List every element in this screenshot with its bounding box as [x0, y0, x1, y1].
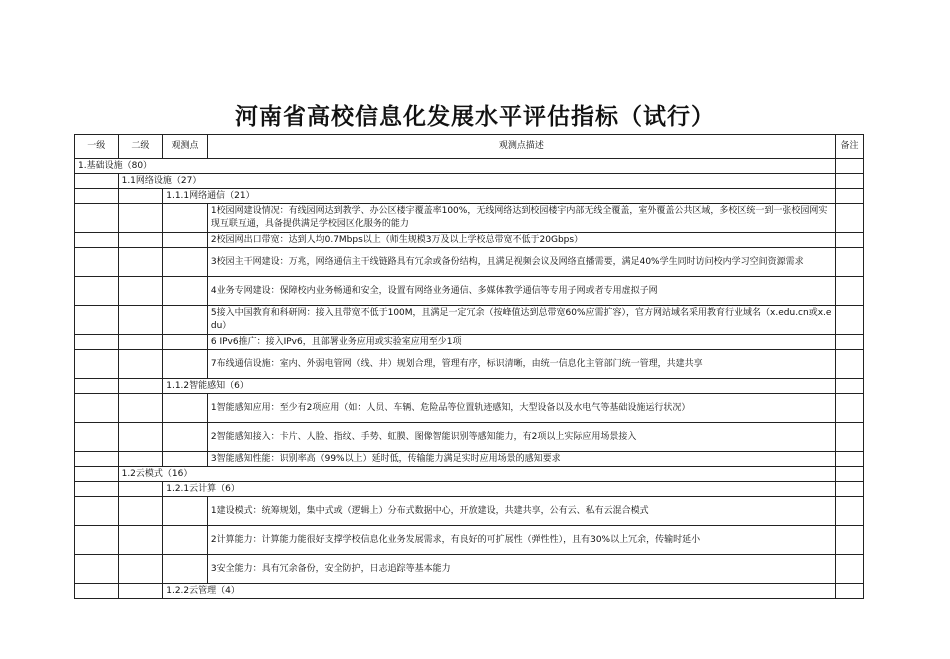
empty-cell: [75, 497, 119, 526]
note-cell: [835, 526, 863, 555]
table-row: [75, 174, 864, 189]
empty-cell: [75, 467, 119, 482]
observation-description: 4业务专网建设：保障校内业务畅通和安全，设置有网络业务通信、多媒体教学通信等专用子网或者专用虚拟子网: [207, 277, 835, 306]
note-cell: [835, 482, 863, 497]
table-row: [75, 379, 864, 394]
observation-description: 5接入中国教育和科研网：接入且带宽不低于100M，且满足一定冗余（按峰值达到总带宽60%应需扩容），官方网站域名采用教育行业域名（x.edu.cn或x.edu）: [207, 306, 835, 335]
empty-cell: [118, 394, 163, 423]
note-cell: [835, 204, 863, 233]
empty-cell: [75, 555, 119, 584]
empty-cell: [163, 248, 208, 277]
note-cell: [835, 584, 863, 599]
empty-cell: [75, 335, 119, 350]
note-cell: [835, 159, 863, 174]
note-cell: [835, 306, 863, 335]
empty-cell: [75, 379, 119, 394]
empty-cell: [118, 482, 163, 497]
table-row: [75, 335, 864, 350]
note-cell: [835, 379, 863, 394]
header-note: 备注: [835, 135, 863, 159]
empty-cell: [118, 248, 163, 277]
observation-description: 2校园网出口带宽：达到人均0.7Mbps以上（师生规模3万及以上学校总带宽不低于20Gbps）: [207, 233, 835, 248]
note-cell: [835, 394, 863, 423]
observation-description: 1建设模式：统筹规划，集中式或（逻辑上）分布式数据中心，开放建设，共建共享，公有云、私有云混合模式: [207, 497, 835, 526]
observation-description: 3安全能力：具有冗余备份，安全防护，日志追踪等基本能力: [207, 555, 835, 584]
empty-cell: [75, 526, 119, 555]
section-level3-label: 1.1.2智能感知（6）: [163, 379, 836, 394]
observation-description: 2计算能力：计算能力能很好支撑学校信息化业务发展需求，有良好的可扩展性（弹性性），且有30%以上冗余，传输时延小: [207, 526, 835, 555]
note-cell: [835, 555, 863, 584]
empty-cell: [163, 452, 208, 467]
section-level1-label: 1.基础设施（80）: [75, 159, 836, 174]
section-level3-label: 1.2.2云管理（4）: [163, 584, 836, 599]
note-cell: [835, 233, 863, 248]
evaluation-index-table: [74, 134, 864, 599]
header-observation-description: 观测点描述: [207, 135, 835, 159]
note-cell: [835, 467, 863, 482]
empty-cell: [163, 526, 208, 555]
empty-cell: [163, 204, 208, 233]
note-cell: [835, 497, 863, 526]
empty-cell: [118, 584, 163, 599]
header-level2: 二级: [118, 135, 163, 159]
empty-cell: [75, 482, 119, 497]
empty-cell: [118, 350, 163, 379]
table-row: [75, 277, 864, 306]
empty-cell: [75, 248, 119, 277]
note-cell: [835, 452, 863, 467]
table-row: [75, 497, 864, 526]
note-cell: [835, 277, 863, 306]
empty-cell: [75, 350, 119, 379]
section-level3-label: 1.2.1云计算（6）: [163, 482, 836, 497]
empty-cell: [75, 204, 119, 233]
table-row: [75, 452, 864, 467]
table-row: [75, 159, 864, 174]
table-row: [75, 526, 864, 555]
empty-cell: [163, 423, 208, 452]
observation-description: 2智能感知接入：卡片、人脸、指纹、手势、虹膜、图像智能识别等感知能力，有2项以上实际应用场景接入: [207, 423, 835, 452]
note-cell: [835, 350, 863, 379]
table-row: [75, 350, 864, 379]
note-cell: [835, 174, 863, 189]
empty-cell: [75, 584, 119, 599]
note-cell: [835, 335, 863, 350]
section-level2-label: 1.2云模式（16）: [118, 467, 835, 482]
empty-cell: [163, 233, 208, 248]
empty-cell: [163, 394, 208, 423]
empty-cell: [163, 350, 208, 379]
empty-cell: [118, 497, 163, 526]
table-row: [75, 204, 864, 233]
table-row: [75, 189, 864, 204]
observation-description: 3智能感知性能：识别率高（99%以上）延时低，传输能力满足实时应用场景的感知要求: [207, 452, 835, 467]
observation-description: 6 IPv6推广：接入IPv6，且部署业务应用或实验室应用至少1项: [207, 335, 835, 350]
empty-cell: [163, 335, 208, 350]
empty-cell: [75, 394, 119, 423]
table-header-row: [75, 135, 864, 159]
note-cell: [835, 189, 863, 204]
empty-cell: [75, 174, 119, 189]
empty-cell: [118, 306, 163, 335]
header-level1: 一级: [75, 135, 119, 159]
empty-cell: [118, 277, 163, 306]
table-row: [75, 423, 864, 452]
empty-cell: [75, 423, 119, 452]
table-row: [75, 467, 864, 482]
document-title: 河南省高校信息化发展水平评估指标（试行）: [235, 104, 715, 130]
empty-cell: [118, 233, 163, 248]
note-cell: [835, 423, 863, 452]
empty-cell: [75, 233, 119, 248]
table-row: [75, 306, 864, 335]
observation-description: 1校园网建设情况：有线园网达到教学、办公区楼宇覆盖率100%，无线网络达到校园楼宇内部无线全覆盖，室外覆盖公共区域，多校区统一到一张校园网实现互联互通，具备提供满足学校园区化服务的能力: [207, 204, 835, 233]
empty-cell: [75, 189, 119, 204]
empty-cell: [118, 423, 163, 452]
observation-description: 3校园主干网建设：万兆，网络通信主干线链路具有冗余或备份结构，且满足视频会议及网络直播需要，满足40%学生同时访问校内学习空间资源需求: [207, 248, 835, 277]
header-observation-point: 观测点: [163, 135, 208, 159]
empty-cell: [75, 277, 119, 306]
empty-cell: [75, 306, 119, 335]
observation-description: 7布线通信设施：室内、外弱电管网（线、井）规划合理，管理有序，标识清晰，由统一信息化主管部门统一管理，共建共享: [207, 350, 835, 379]
table-row: [75, 584, 864, 599]
empty-cell: [163, 555, 208, 584]
table-row: [75, 482, 864, 497]
empty-cell: [118, 189, 163, 204]
section-level2-label: 1.1网络设施（27）: [118, 174, 835, 189]
note-cell: [835, 248, 863, 277]
empty-cell: [118, 526, 163, 555]
section-level3-label: 1.1.1网络通信（21）: [163, 189, 836, 204]
empty-cell: [75, 452, 119, 467]
empty-cell: [118, 555, 163, 584]
empty-cell: [163, 277, 208, 306]
empty-cell: [118, 379, 163, 394]
observation-description: 1智能感知应用：至少有2项应用（如：人员、车辆、危险品等位置轨迹感知，大型设备以及水电气等基础设施运行状况）: [207, 394, 835, 423]
table-row: [75, 555, 864, 584]
empty-cell: [163, 497, 208, 526]
empty-cell: [118, 335, 163, 350]
table-row: [75, 394, 864, 423]
table-row: [75, 248, 864, 277]
empty-cell: [163, 306, 208, 335]
table-row: [75, 233, 864, 248]
empty-cell: [118, 452, 163, 467]
empty-cell: [118, 204, 163, 233]
